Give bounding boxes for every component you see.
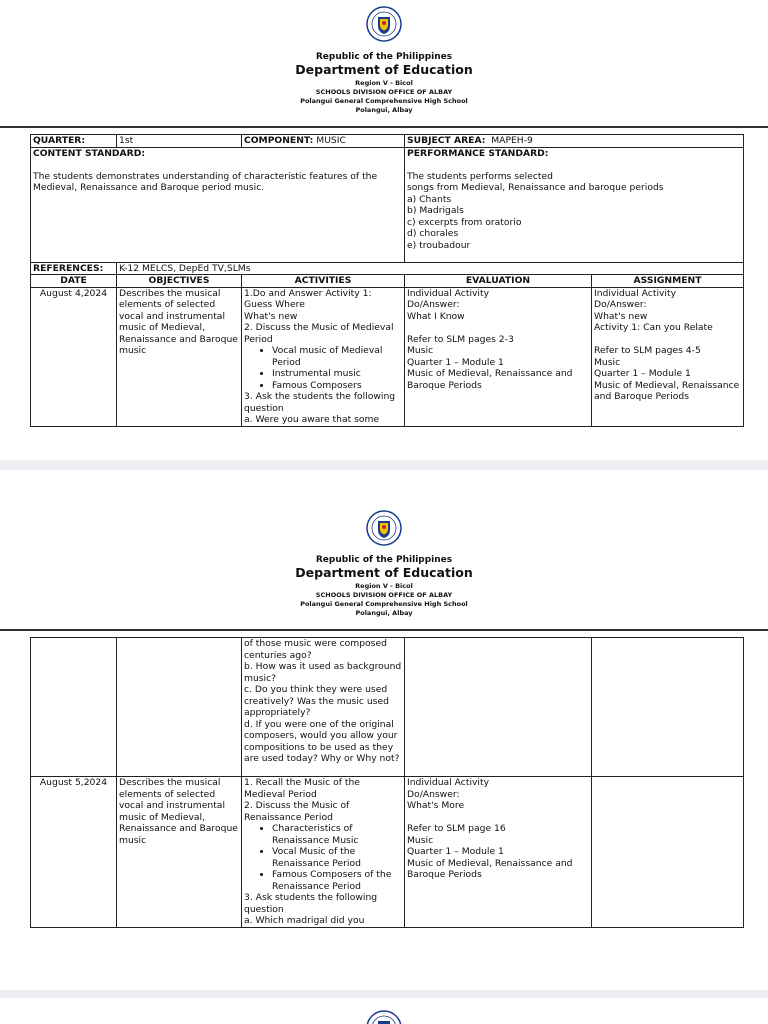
activity-line: What's new — [244, 310, 298, 322]
assignment-line: Refer to SLM pages 4-5 — [594, 345, 701, 356]
references-value: K-12 MELCS, DepEd TV,SLMs — [117, 262, 744, 275]
evaluation-line: What's More — [407, 800, 465, 811]
date-cell — [31, 638, 117, 777]
activity-line: Guess Where — [244, 299, 305, 310]
republic-text: Republic of the Philippines — [315, 52, 453, 62]
activity-bullet-list — [244, 823, 402, 892]
subject-value: MAPEH-9 — [491, 135, 533, 146]
page-gap — [0, 990, 768, 998]
activity-line: 1. Recall the Music of the Medieval Period — [244, 777, 360, 800]
assignment-line: Music of Medieval, Renaissance and Baroque Periods — [594, 379, 740, 402]
evaluation-line: Do/Answer: — [407, 299, 460, 310]
region-text: Region V - Bicol — [355, 582, 413, 590]
lesson-plan-table-continued — [30, 637, 744, 928]
component-cell — [242, 135, 405, 148]
activity-line: 1.Do and Answer Activity 1: — [244, 287, 372, 299]
date-cell: August 4,2024 — [31, 287, 117, 426]
activities-cell — [242, 777, 405, 928]
component-value: MUSIC — [316, 135, 346, 146]
assignment-line: Music — [594, 356, 621, 368]
evaluation-cell — [405, 287, 592, 426]
column-header: DATE — [31, 275, 117, 288]
activity-bullet: • Vocal Music of the Renaissance Period — [272, 846, 402, 869]
page-gap — [0, 460, 768, 470]
evaluation-line: Music of Medieval, Renaissance and Baroque Periods — [407, 368, 573, 391]
evaluation-cell — [405, 638, 592, 777]
evaluation-line: Individual Activity — [407, 777, 490, 788]
objectives-cell: Describes the musical elements of selected vocal and instrumental music of Medieval, Renaissance and Baroque music — [117, 777, 242, 928]
assignment-cell — [592, 287, 744, 426]
page-1 — [0, 0, 768, 460]
column-header-row — [31, 275, 744, 288]
activity-line: d. If you were one of the original composers, would you allow your compositions to be used as they are used today? Why or Why not? — [244, 718, 400, 764]
activities-cell — [242, 638, 405, 777]
page-2 — [0, 470, 768, 990]
republic-text: Republic of the Philippines — [315, 555, 453, 565]
activity-line: a. Were you aware that some — [244, 414, 380, 425]
performance-standard-label: PERFORMANCE STANDARD: — [407, 147, 549, 159]
division-text: SCHOOLS DIVISION OFFICE OF ALBAY — [315, 591, 453, 599]
date-cell: August 5,2024 — [31, 777, 117, 928]
deped-seal-icon — [366, 1010, 402, 1024]
quarter-label: QUARTER: — [31, 135, 117, 148]
performance-item: b) Madrigals — [407, 205, 464, 216]
department-text: Department of Education — [295, 62, 473, 77]
header-rule — [0, 126, 768, 128]
activity-line: a. Which madrigal did you — [244, 915, 365, 926]
performance-intro: The students performs selected — [407, 170, 554, 182]
references-row — [31, 262, 744, 275]
references-label: REFERENCES: — [31, 262, 117, 275]
evaluation-line: Music of Medieval, Renaissance and Baroque Periods — [407, 857, 573, 880]
assignment-line: Activity 1: Can you Relate — [594, 322, 713, 333]
school-text: Polangui General Comprehensive High School — [300, 97, 468, 105]
activity-bullet: • Characteristics of Renaissance Music — [272, 823, 402, 846]
region-text: Region V - Bicol — [355, 79, 413, 87]
subject-label: SUBJECT AREA: — [407, 135, 486, 146]
column-header: EVALUATION — [405, 275, 592, 288]
activity-line: 3. Ask the students the following question — [244, 391, 396, 414]
performance-line: songs from Medieval, Renaissance and baroque periods — [407, 182, 664, 193]
activity-line: 3. Ask students the following question — [244, 892, 378, 915]
activity-line: of those music were composed centuries ago? — [244, 638, 387, 661]
activity-bullet-list — [244, 345, 402, 391]
performance-item: c) excerpts from oratorio — [407, 216, 522, 228]
objectives-cell — [117, 638, 242, 777]
info-row — [31, 135, 744, 148]
performance-item: d) chorales — [407, 228, 459, 239]
activities-cell — [242, 287, 405, 426]
performance-item: e) troubadour — [407, 239, 471, 251]
activity-bullet: • Instrumental music — [272, 368, 402, 380]
evaluation-line: Do/Answer: — [407, 788, 460, 800]
evaluation-cell — [405, 777, 592, 928]
evaluation-line: Refer to SLM pages 2-3 — [407, 333, 514, 345]
table-row — [31, 287, 744, 426]
assignment-line: What's new — [594, 310, 648, 322]
deped-seal-icon — [366, 6, 402, 42]
lesson-plan-table — [30, 134, 744, 427]
evaluation-line: Quarter 1 – Module 1 — [407, 356, 504, 368]
activity-line: b. How was it used as background music? — [244, 661, 402, 684]
activity-line: 2. Discuss the Music of Medieval Period — [244, 322, 394, 345]
component-label: COMPONENT: — [244, 135, 314, 146]
evaluation-line: Refer to SLM page 16 — [407, 823, 506, 834]
letterhead — [0, 53, 768, 116]
column-header: ASSIGNMENT — [592, 275, 744, 288]
deped-seal-icon — [366, 510, 402, 546]
header-rule — [0, 629, 768, 631]
column-header: ACTIVITIES — [242, 275, 405, 288]
division-text: SCHOOLS DIVISION OFFICE OF ALBAY — [315, 88, 453, 96]
standards-row — [31, 147, 744, 262]
assignment-cell — [592, 638, 744, 777]
content-standard-text: The students demonstrates understanding of characteristic features of the Medieval, Renaissance and Baroque period music. — [33, 170, 378, 193]
assignment-line: Quarter 1 – Module 1 — [594, 368, 691, 379]
department-text: Department of Education — [295, 565, 473, 580]
content-standard-label: CONTENT STANDARD: — [33, 147, 146, 159]
evaluation-line: Quarter 1 – Module 1 — [407, 846, 504, 857]
assignment-line: Do/Answer: — [594, 299, 647, 310]
table-row — [31, 777, 744, 928]
evaluation-line: Music — [407, 345, 434, 356]
assignment-line: Individual Activity — [594, 287, 677, 299]
assignment-cell — [592, 777, 744, 928]
table-row — [31, 638, 744, 777]
activity-bullet: • Vocal music of Medieval Period — [272, 345, 402, 368]
evaluation-line: Individual Activity — [407, 287, 490, 299]
activity-bullet: • Famous Composers of the Renaissance Period — [272, 869, 402, 892]
performance-standard-cell — [405, 147, 744, 262]
activity-line: c. Do you think they were used creatively? Was the music used appropriately? — [244, 684, 389, 718]
subject-cell — [405, 135, 744, 148]
activity-bullet: • Famous Composers — [272, 380, 402, 392]
school-text: Polangui General Comprehensive High School — [300, 600, 468, 608]
town-text: Polangui, Albay — [355, 106, 413, 114]
page-3 — [0, 998, 768, 1024]
column-header: OBJECTIVES — [117, 275, 242, 288]
evaluation-line: What I Know — [407, 310, 465, 322]
quarter-value: 1st — [117, 135, 242, 148]
performance-item: a) Chants — [407, 193, 452, 205]
evaluation-line: Music — [407, 834, 434, 846]
objectives-cell: Describes the musical elements of selected vocal and instrumental music of Medieval, Renaissance and Baroque music — [117, 287, 242, 426]
activity-line: 2. Discuss the Music of Renaissance Period — [244, 800, 350, 823]
letterhead — [0, 556, 768, 619]
content-standard-cell — [31, 147, 405, 262]
town-text: Polangui, Albay — [355, 609, 413, 617]
